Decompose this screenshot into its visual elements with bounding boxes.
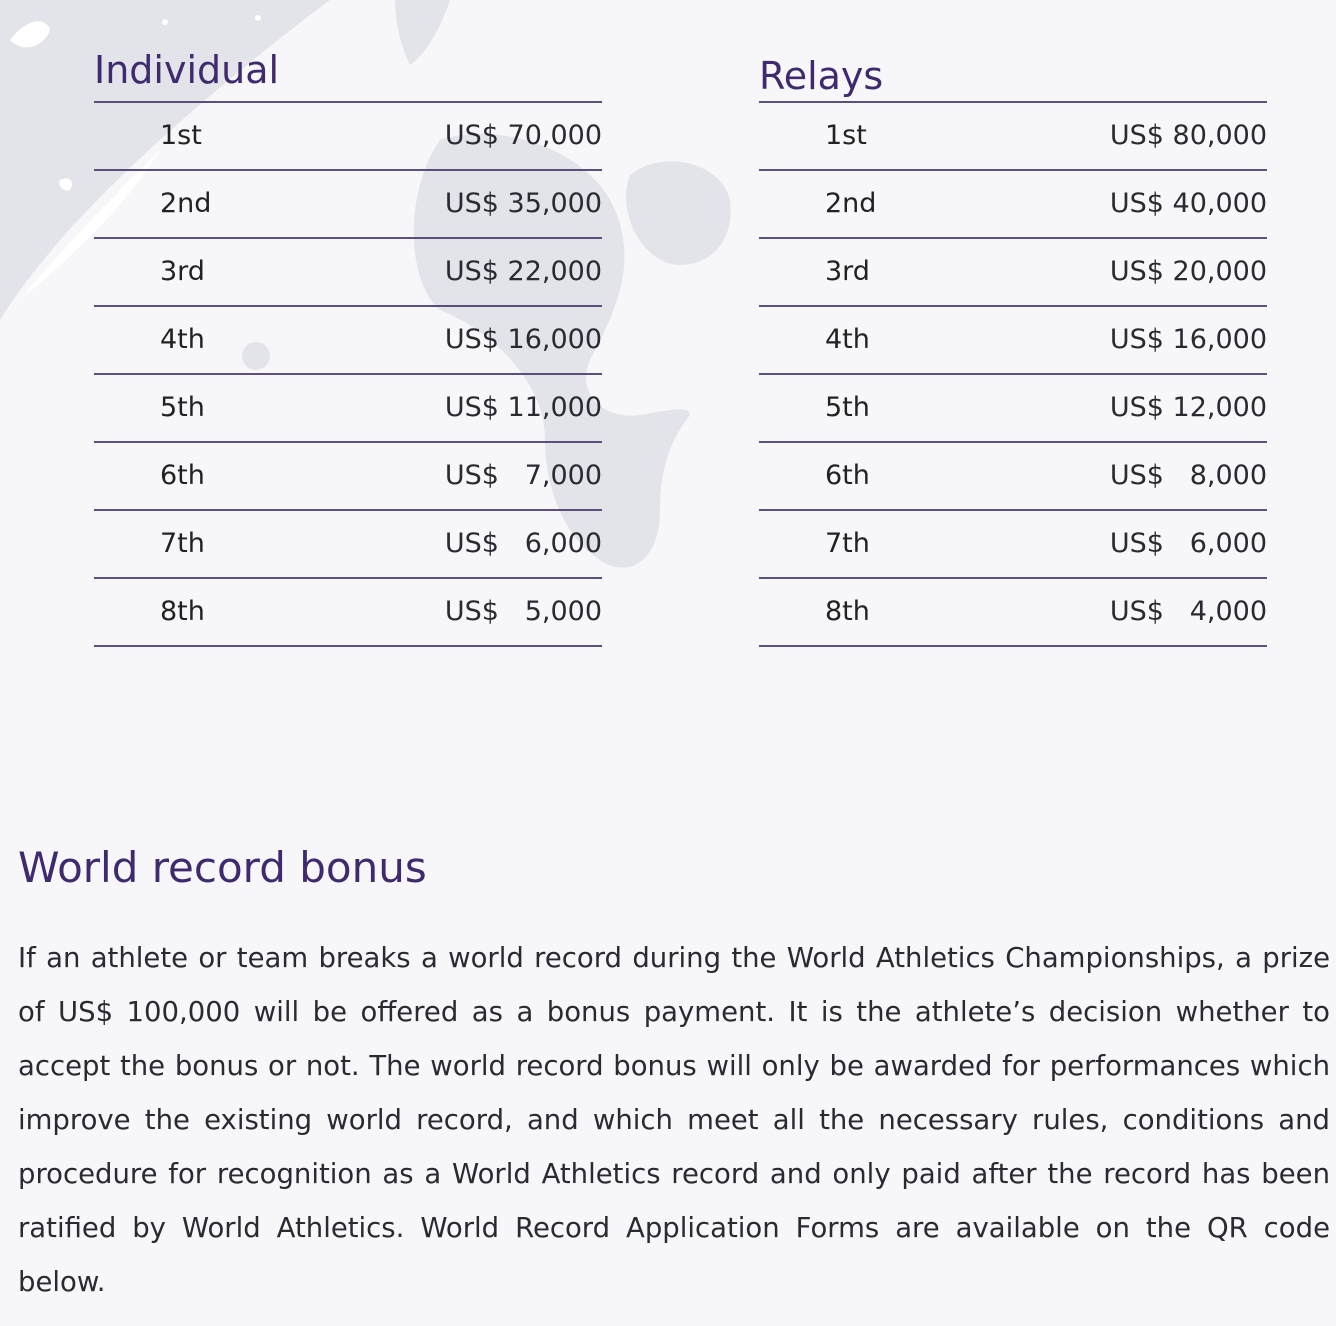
prize-amount: US$ 40,000 [1109,188,1267,219]
prize-amount: US$ 7,000 [444,460,602,491]
place-label: 6th [825,460,870,491]
place-label: 1st [825,120,867,151]
table-row [94,579,602,647]
prize-amount: US$ 6,000 [444,528,602,559]
place-label: 7th [160,528,205,559]
place-label: 2nd [825,188,877,219]
prize-amount: US$ 70,000 [444,120,602,151]
individual-rows [94,101,602,647]
individual-title: Individual [94,48,280,92]
table-row [759,171,1267,239]
relays-title: Relays [759,54,884,98]
place-label: 3rd [160,256,205,287]
table-row [759,443,1267,511]
prize-amount: US$ 80,000 [1109,120,1267,151]
prize-amount: US$ 12,000 [1109,392,1267,423]
table-row [94,239,602,307]
prize-amount: US$ 11,000 [444,392,602,423]
table-row [94,307,602,375]
prize-amount: US$ 35,000 [444,188,602,219]
table-row [94,171,602,239]
table-row [759,307,1267,375]
prize-amount: US$ 20,000 [1109,256,1267,287]
prize-amount: US$ 8,000 [1109,460,1267,491]
world-record-bonus-heading: World record bonus [18,843,427,892]
prize-amount: US$ 16,000 [1109,324,1267,355]
place-label: 4th [825,324,870,355]
table-row [94,103,602,171]
place-label: 1st [160,120,202,151]
relays-rows [759,101,1267,647]
prize-amount: US$ 6,000 [1109,528,1267,559]
place-label: 5th [160,392,205,423]
place-label: 4th [160,324,205,355]
table-row [94,375,602,443]
table-row [94,511,602,579]
place-label: 3rd [825,256,870,287]
prize-amount: US$ 5,000 [444,596,602,627]
place-label: 7th [825,528,870,559]
place-label: 8th [825,596,870,627]
table-row [759,103,1267,171]
place-label: 8th [160,596,205,627]
place-label: 6th [160,460,205,491]
table-row [759,375,1267,443]
prize-amount: US$ 16,000 [444,324,602,355]
table-row [759,239,1267,307]
prize-amount: US$ 22,000 [444,256,602,287]
place-label: 5th [825,392,870,423]
table-row [759,511,1267,579]
world-record-bonus-text: If an athlete or team breaks a world record during the World Athletics Championships, a prize of US$ 100,000 will be offered as a bonus payment. It is the athlete’s decision whether to accept the bonus or not. The world record bonus will only be awarded for performances which improve the existing world record, and which meet all the necessary rules, conditions and procedure for recognition as a World Athletics record and only paid after the record has been ratified by World Athletics. World Record Application Forms are available on the QR code below. [18,942,1330,1298]
prize-amount: US$ 4,000 [1109,596,1267,627]
table-row [94,443,602,511]
table-row [759,579,1267,647]
place-label: 2nd [160,188,212,219]
